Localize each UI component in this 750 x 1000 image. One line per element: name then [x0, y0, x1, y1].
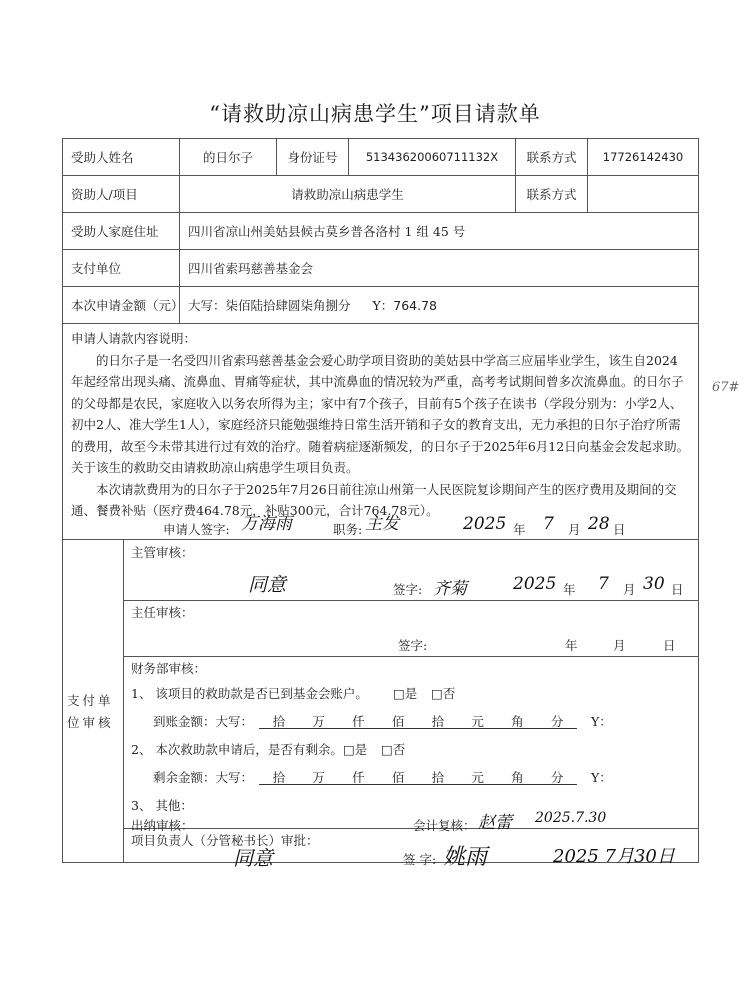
amount-unit: 元: [471, 714, 484, 729]
supervisor-label: 主管审核：: [131, 545, 194, 560]
amount-unit: 拾: [272, 770, 286, 785]
document-title: “请救助凉山病患学生”项目请款单: [209, 102, 541, 126]
applicant-signature-row: [63, 514, 698, 539]
q1-yes-checkbox[interactable]: □是: [393, 686, 418, 701]
leader-label: 项目负责人（分管秘书长）审批：: [131, 833, 319, 848]
applicant-date-year: 2025: [463, 514, 507, 534]
amount-unit: 万: [312, 714, 325, 729]
applicant-signature: 万海雨: [241, 514, 292, 534]
recipient-name: 的日尔子: [180, 139, 277, 176]
table-row: [63, 213, 699, 250]
month-label: 月: [613, 638, 626, 653]
remaining-amount-label: 剩余金额：大写：: [153, 770, 254, 785]
sponsor-contact-value: [588, 176, 699, 213]
amount-unit: 佰: [391, 714, 405, 729]
question-1: 1、 该项目的救助款是否已到基金会账户。: [131, 686, 368, 701]
id-label: 身份证号: [277, 139, 349, 176]
address-label: 受助人家庭住址: [63, 213, 180, 250]
q2-no-checkbox[interactable]: □否: [381, 742, 406, 757]
accountant-signature: 赵蕾: [478, 813, 512, 833]
payer-label: 支付单位: [63, 250, 180, 287]
info-table: [62, 138, 699, 324]
description-heading: 申请人请款内容说明：: [71, 331, 197, 346]
day-label: 日: [663, 638, 676, 653]
amount-unit: 拾: [431, 714, 445, 729]
applicant-date-day: 28: [588, 514, 610, 534]
contact-value: 17726142430: [588, 139, 699, 176]
year-label: 年: [565, 638, 578, 653]
director-label: 主任审核：: [131, 605, 194, 620]
amount-unit: 拾: [272, 714, 286, 729]
day-label: 日: [613, 522, 626, 537]
amount-cell: [180, 287, 699, 324]
table-row: [63, 176, 699, 213]
finance-review: [123, 656, 698, 833]
q2-yes-checkbox[interactable]: □是: [343, 742, 368, 757]
amount-unit: 仟: [352, 714, 365, 729]
review-side-cell: [63, 540, 124, 862]
received-units: [259, 712, 577, 730]
month-label: 月: [623, 582, 636, 597]
applicant-date-month: 7: [543, 514, 554, 534]
amount-unit: 角: [511, 714, 524, 729]
description-section: [62, 322, 699, 540]
margin-note: 67#: [712, 380, 740, 395]
table-row: [63, 287, 699, 324]
cashier-label: 出纳审核：: [131, 818, 194, 833]
received-amount-label: 到账金额：大写：: [153, 714, 254, 729]
amount-upper: 大写：柒佰陆拾肆圆柒角捌分: [188, 298, 351, 313]
remaining-units: [259, 768, 577, 786]
amount-label: 本次申请金额（元）: [63, 287, 180, 324]
leader-opinion: 同意: [233, 846, 273, 870]
sponsor-contact-label: 联系方式: [516, 176, 588, 213]
director-review: [123, 600, 698, 657]
q1-no-checkbox[interactable]: □否: [431, 686, 456, 701]
amount-symbol: Y：: [372, 298, 394, 313]
position-label: 职务:: [333, 522, 363, 537]
supervisor-sign-label: 签字:: [393, 582, 423, 597]
amount-unit: 分: [550, 714, 564, 729]
supervisor-date-month: 7: [598, 574, 609, 594]
accountant-label: 会计复核：: [413, 818, 476, 833]
amount-unit: 万: [312, 770, 325, 785]
supervisor-review: [123, 540, 698, 601]
day-label: 日: [671, 582, 684, 597]
leader-signature: 姚雨: [443, 845, 488, 870]
amount-unit: 佰: [391, 770, 405, 785]
month-label: 月: [568, 522, 581, 537]
description-para-2: 本次请款费用为的日尔子于2025年7月26日前往凉山州第一人民医院复诊期间产生的医疗费用及期间的交通、餐费补贴（医疗费464.78元，补贴300元，合计764.78元）。: [71, 481, 677, 518]
supervisor-opinion: 同意: [248, 574, 287, 596]
year-label: 年: [563, 582, 576, 597]
amount-unit: 分: [550, 770, 564, 785]
position-value: 主发: [365, 514, 399, 534]
address-value: 四川省凉山州美姑县候古莫乡普各洛村 1 组 45 号: [180, 213, 699, 250]
accountant-date: 2025.7.30: [535, 810, 607, 826]
sponsor-label: 资助人/项目: [63, 176, 180, 213]
supervisor-date-day: 30: [643, 574, 665, 594]
amount-unit: 元: [471, 770, 484, 785]
amount-unit: 角: [511, 770, 524, 785]
leader-sign-label: 签 字:: [403, 852, 437, 867]
amount-value: 764.78: [393, 298, 438, 313]
payer-value: 四川省索玛慈善基金会: [180, 250, 699, 287]
supervisor-date-year: 2025: [513, 574, 557, 594]
sponsor-value: 请救助凉山病患学生: [180, 176, 516, 213]
received-yen: Y：: [591, 714, 612, 729]
question-3: 3、 其他：: [131, 798, 193, 813]
year-label: 年: [513, 522, 526, 537]
finance-label: 财务部审核：: [131, 661, 207, 676]
description-para-1: 的日尔子是一名受四川省索玛慈善基金会爱心助学项目资助的美姑县中学高三应届毕业学生，该生自2024年起经常出现头痛、流鼻血、胃痛等症状，其中流鼻血的情况较为严重，高考考试期间曾多次流鼻血。的日尔子的父母都是农民，家庭收入以务农所得为主；家中有7个孩子，目前有5个孩子在读书（学段分别为：小学2人、初中2人、准大学生1人），家庭经济只能勉强维持日常生活开销和子女的教育支出，无力承担的日尔子治疗所需的费用，故至今未带其进行过有效的治疗。随着病症逐渐频发，的日尔子于2025年6月12日向基金会发起求助。关于该生的救助交由请救助凉山病患学生项目负责。: [71, 352, 690, 475]
contact-label: 联系方式: [516, 139, 588, 176]
leader-approval: [123, 828, 698, 870]
review-section: [62, 540, 699, 870]
id-number: 51343620060711132X: [349, 139, 516, 176]
question-2: 2、 本次救助款申请后，是否有剩余。: [131, 742, 343, 757]
applicant-sign-label: 申请人签字:: [163, 522, 230, 537]
supervisor-signature: 齐菊: [433, 579, 467, 599]
review-side-label: 支付单位审核: [67, 693, 114, 730]
amount-unit: 仟: [352, 770, 365, 785]
remaining-yen: Y：: [591, 770, 612, 785]
recipient-name-label: 受助人姓名: [63, 139, 180, 176]
leader-date: 2025 7月30日: [553, 846, 675, 867]
amount-unit: 拾: [431, 770, 445, 785]
table-row: [63, 250, 699, 287]
table-row: [63, 139, 699, 176]
director-sign-label: 签字:: [398, 638, 428, 653]
